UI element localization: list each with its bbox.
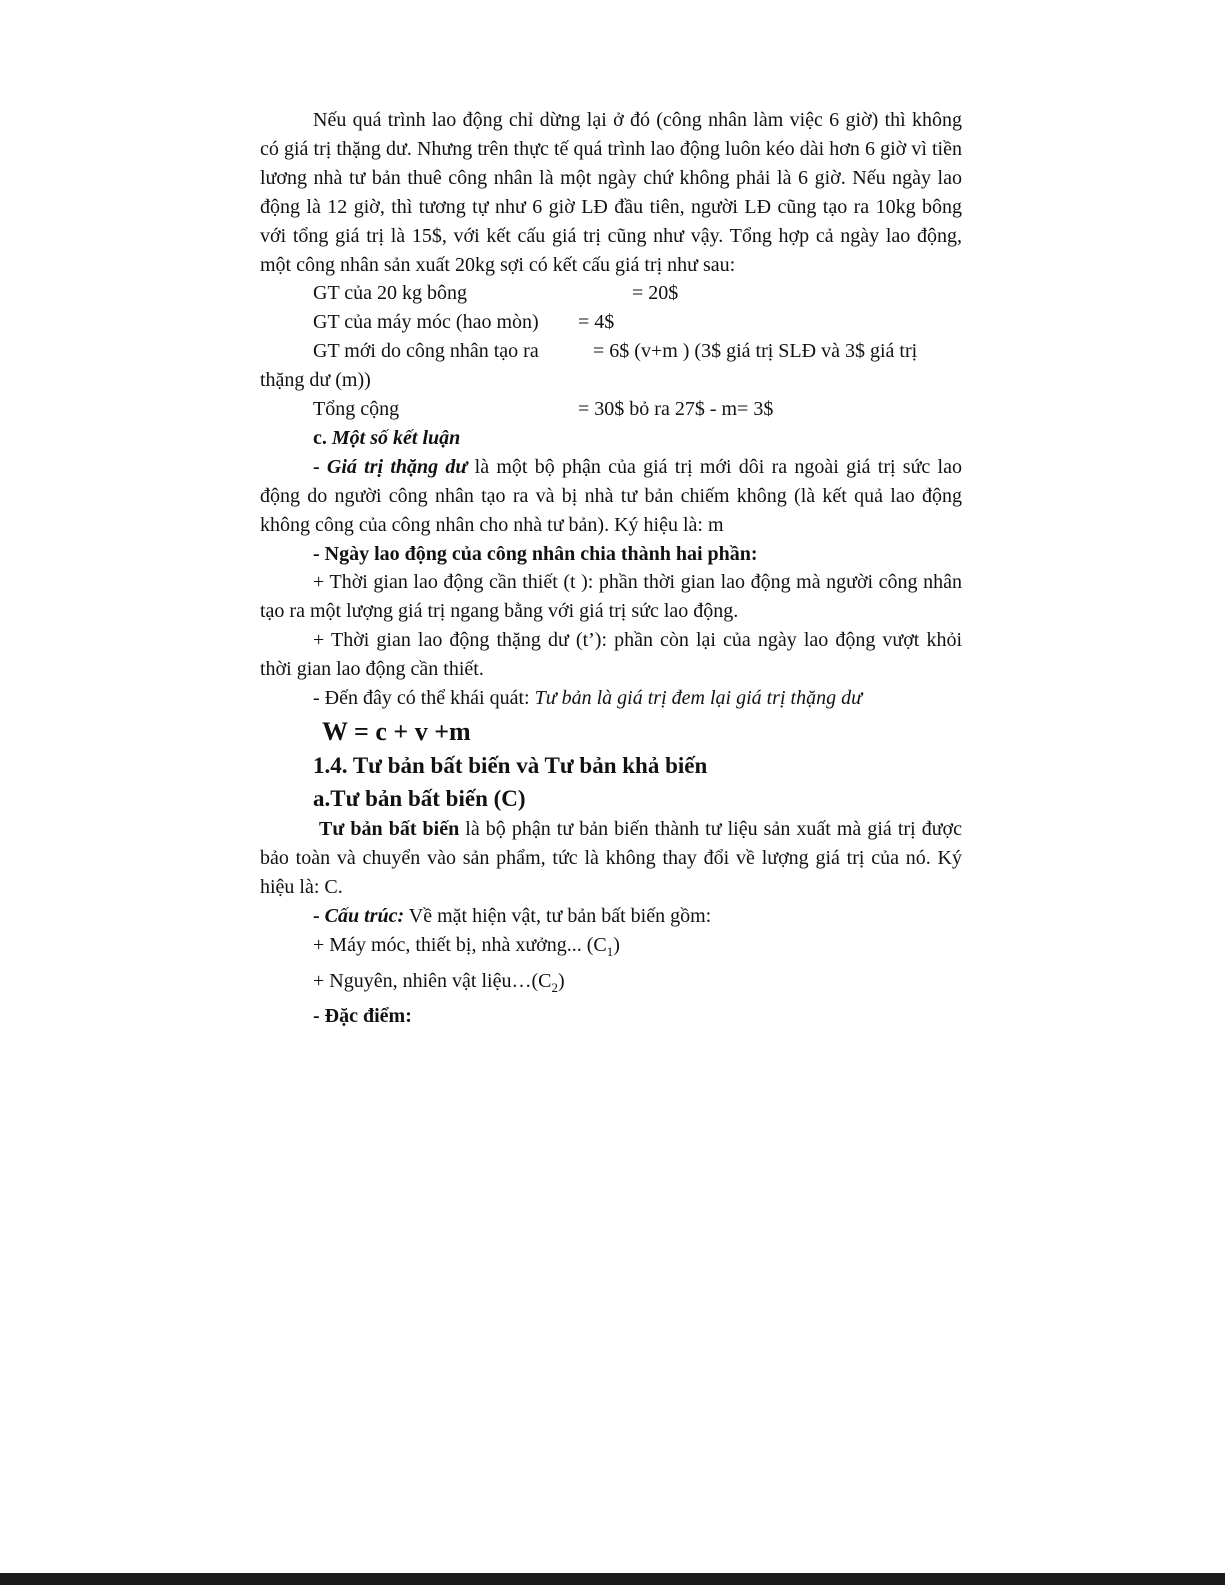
item-c1-end: ) — [613, 933, 620, 956]
structure-text: Về mặt hiện vật, tư bản bất biến gồm: — [404, 904, 712, 927]
item-c1-text: + Máy móc, thiết bị, nhà xưởng... (C — [313, 933, 607, 956]
term-structure: Cấu trúc: — [324, 904, 405, 927]
surplus-time-item: + Thời gian lao động thặng dư (t’): phần còn lại của ngày lao động vượt khỏi thời gian lao động cần thiết. — [260, 629, 962, 681]
calc-label: GT của 20 kg bông — [313, 282, 468, 305]
paragraph-constant-capital — [260, 815, 962, 902]
item-c1 — [260, 931, 962, 967]
features-heading: - Đặc điểm: — [313, 1005, 412, 1028]
item-c2-text: + Nguyên, nhiên vật liệu…(C — [313, 969, 552, 992]
constant-capital-text: là bộ phận tư bản biến thành tư liệu sản xuất mà giá trị được bảo toàn và chuyển vào sản phẩm, tức là không thay đổi về lượng giá trị của nó. Ký hiệu là: C. — [260, 817, 962, 898]
generalize-prefix: - Đến đây có thể khái quát: — [313, 687, 535, 710]
calc-value: = 20$ — [632, 282, 679, 305]
generalize-line — [260, 684, 962, 713]
section-c-title: Một số kết luận — [331, 426, 461, 449]
paragraph-surplus-value — [260, 453, 962, 540]
dash: - — [313, 904, 325, 927]
calc-value: = 30$ bỏ ra 27$ - m= 3$ — [578, 398, 774, 421]
paragraph-intro: Nếu quá trình lao động chỉ dừng lại ở đó (công nhân làm việc 6 giờ) thì không có giá trị thặng dư. Nhưng trên thực tế quá trình lao động luôn kéo dài hơn 6 giờ vì tiền lương nhà tư bản thuê công nhân là một ngày chứ không phải là 6 giờ. Nếu ngày lao động là 12 giờ, thì tương tự như 6 giờ LĐ đầu tiên, người LĐ cũng tạo ra 10kg bông với tổng giá trị là 15$, với kết cấu giá trị cũng như vậy. Tổng hợp cả ngày lao động, một công nhân sản xuất 20kg sợi có kết cấu giá trị như sau: — [260, 109, 962, 276]
item-c1-sub: 1 — [606, 943, 614, 959]
generalize-italic: Tư bản là giá trị đem lại giá trị thặng dư — [534, 687, 862, 710]
page-content — [260, 106, 962, 1031]
dash: - — [313, 455, 327, 478]
heading-1-4: 1.4. Tư bản bất biến và Tư bản khả biến — [313, 752, 708, 778]
item-c2 — [260, 967, 962, 1003]
term-constant-capital: Tư bản bất biến — [319, 817, 460, 840]
term-surplus-value: Giá trị thặng dư — [326, 455, 468, 478]
surplus-value-text: là một bộ phận của giá trị mới dôi ra ngoài giá trị sức lao động do người công nhân tạo ra và bị nhà tư bản chiếm không (là kết quả lao động không công của công nhân cho nhà tư bản). Ký hiệu là: m — [260, 455, 962, 536]
bottom-edge-bar — [0, 1573, 1225, 1585]
value-formula: W = c + v +m — [322, 716, 471, 746]
calc-row-new-value-cont: thặng dư (m)) — [260, 369, 371, 392]
calc-row-total — [260, 395, 962, 424]
structure-line — [260, 902, 962, 931]
section-c-prefix: c. — [313, 426, 332, 449]
calc-label: GT mới do công nhân tạo ra — [313, 340, 539, 363]
heading-a: a.Tư bản bất biến (C) — [313, 785, 526, 811]
workday-heading: - Ngày lao động của công nhân chia thành hai phần: — [313, 542, 758, 565]
calc-value: = 6$ (v+m ) (3$ giá trị SLĐ và 3$ giá trị — [593, 340, 918, 363]
calc-row-new-value — [260, 337, 962, 366]
item-c2-sub: 2 — [551, 979, 558, 995]
calc-label: Tổng cộng — [313, 398, 400, 421]
calc-value: = 4$ — [578, 311, 615, 334]
section-c-heading — [260, 424, 962, 453]
calc-row-machine — [260, 308, 962, 337]
item-c2-end: ) — [557, 969, 565, 992]
calc-row-cotton — [260, 279, 962, 308]
necessary-time-item: + Thời gian lao động cần thiết (t ): phần thời gian lao động mà người công nhân tạo ra một lượng giá trị ngang bằng với giá trị sức lao động. — [260, 571, 962, 623]
calc-label: GT của máy móc (hao mòn) — [313, 311, 539, 334]
